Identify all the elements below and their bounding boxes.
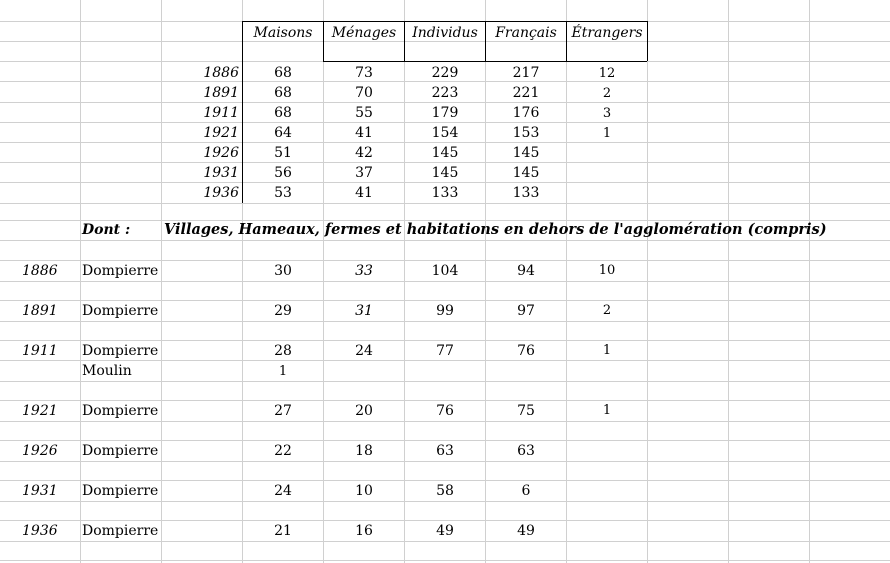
detail-year: 1931 bbox=[22, 483, 58, 499]
summary-francais: 153 bbox=[512, 125, 540, 141]
detail-place: Dompierre bbox=[82, 443, 159, 459]
summary-maisons: 68 bbox=[274, 85, 292, 101]
summary-maisons: 68 bbox=[274, 105, 292, 121]
detail-maisons: 1 bbox=[278, 364, 288, 379]
section-title: Villages, Hameaux, fermes et habitations en dehors de l'agglomération (compris) bbox=[164, 221, 827, 238]
summary-individus: 154 bbox=[431, 125, 459, 141]
detail-etrangers: 1 bbox=[602, 343, 612, 358]
header-maisons: Maisons bbox=[253, 25, 313, 41]
detail-menages: 20 bbox=[355, 403, 373, 419]
detail-maisons: 22 bbox=[274, 443, 292, 459]
row-gridline bbox=[0, 461, 890, 462]
detail-menages: 24 bbox=[355, 343, 373, 359]
summary-etrangers: 3 bbox=[602, 106, 612, 121]
summary-francais: 221 bbox=[512, 85, 540, 101]
detail-place: Dompierre bbox=[82, 263, 159, 279]
summary-etrangers: 2 bbox=[602, 86, 612, 101]
detail-francais: 75 bbox=[517, 403, 535, 419]
header-etrangers: Étrangers bbox=[571, 25, 643, 41]
maisons-border-left bbox=[242, 21, 243, 203]
row-gridline bbox=[0, 440, 890, 441]
summary-etrangers: 12 bbox=[598, 66, 616, 81]
summary-year: 1921 bbox=[203, 125, 239, 141]
detail-maisons: 24 bbox=[274, 483, 292, 499]
detail-menages: 16 bbox=[355, 523, 373, 539]
row-gridline bbox=[0, 381, 890, 382]
row-gridline bbox=[0, 360, 890, 361]
summary-year: 1936 bbox=[203, 185, 239, 201]
row-gridline bbox=[0, 81, 890, 82]
detail-individus: 58 bbox=[436, 483, 454, 499]
header-divider bbox=[485, 21, 486, 61]
summary-menages: 55 bbox=[355, 105, 373, 121]
header-border-bottom bbox=[323, 61, 647, 62]
detail-year: 1921 bbox=[22, 403, 58, 419]
detail-etrangers: 10 bbox=[598, 263, 616, 278]
detail-year: 1891 bbox=[22, 303, 58, 319]
detail-etrangers: 1 bbox=[602, 403, 612, 418]
row-gridline bbox=[0, 520, 890, 521]
summary-maisons: 56 bbox=[274, 165, 292, 181]
header-divider bbox=[404, 21, 405, 61]
header-border-top bbox=[242, 21, 647, 22]
detail-francais: 49 bbox=[517, 523, 535, 539]
detail-maisons: 30 bbox=[274, 263, 292, 279]
row-gridline bbox=[0, 260, 890, 261]
row-gridline bbox=[0, 421, 890, 422]
summary-individus: 223 bbox=[431, 85, 459, 101]
summary-francais: 217 bbox=[512, 65, 540, 81]
header-menages: Ménages bbox=[331, 25, 397, 41]
summary-maisons: 68 bbox=[274, 65, 292, 81]
detail-francais: 97 bbox=[517, 303, 535, 319]
detail-maisons: 28 bbox=[274, 343, 292, 359]
detail-place: Dompierre bbox=[82, 343, 159, 359]
summary-year: 1931 bbox=[203, 165, 239, 181]
row-gridline bbox=[0, 501, 890, 502]
detail-place: Dompierre bbox=[82, 403, 159, 419]
detail-year: 1886 bbox=[22, 263, 58, 279]
summary-etrangers: 1 bbox=[602, 126, 612, 141]
detail-menages: 10 bbox=[355, 483, 373, 499]
summary-year: 1891 bbox=[203, 85, 239, 101]
row-gridline bbox=[0, 480, 890, 481]
row-gridline bbox=[0, 102, 890, 103]
summary-maisons: 64 bbox=[274, 125, 292, 141]
row-gridline bbox=[0, 300, 890, 301]
detail-francais: 63 bbox=[517, 443, 535, 459]
summary-francais: 145 bbox=[512, 145, 540, 161]
detail-francais: 76 bbox=[517, 343, 535, 359]
summary-maisons: 51 bbox=[274, 145, 292, 161]
detail-francais: 94 bbox=[517, 263, 535, 279]
header-individus: Individus bbox=[412, 25, 478, 41]
summary-individus: 179 bbox=[431, 105, 459, 121]
summary-individus: 145 bbox=[431, 145, 459, 161]
summary-individus: 229 bbox=[431, 65, 459, 81]
header-francais: Français bbox=[495, 25, 557, 41]
row-gridline bbox=[0, 340, 890, 341]
row-gridline bbox=[0, 400, 890, 401]
detail-place: Dompierre bbox=[82, 483, 159, 499]
summary-francais: 176 bbox=[512, 105, 540, 121]
row-gridline bbox=[0, 541, 890, 542]
header-divider bbox=[566, 21, 567, 61]
detail-menages: 33 bbox=[355, 263, 373, 279]
dont-label: Dont : bbox=[82, 222, 131, 238]
row-gridline bbox=[0, 321, 890, 322]
summary-menages: 37 bbox=[355, 165, 373, 181]
summary-year: 1911 bbox=[203, 105, 239, 121]
detail-individus: 76 bbox=[436, 403, 454, 419]
detail-individus: 104 bbox=[431, 263, 459, 279]
detail-menages: 31 bbox=[355, 303, 373, 319]
detail-individus: 77 bbox=[436, 343, 454, 359]
detail-year: 1911 bbox=[22, 343, 58, 359]
detail-maisons: 29 bbox=[274, 303, 292, 319]
row-gridline bbox=[0, 41, 890, 42]
summary-individus: 145 bbox=[431, 165, 459, 181]
detail-individus: 99 bbox=[436, 303, 454, 319]
summary-francais: 133 bbox=[512, 185, 540, 201]
detail-place: Dompierre bbox=[82, 523, 159, 539]
detail-place: Dompierre bbox=[82, 303, 159, 319]
row-gridline bbox=[0, 122, 890, 123]
detail-individus: 49 bbox=[436, 523, 454, 539]
row-gridline bbox=[0, 203, 890, 204]
header-border-right bbox=[647, 21, 648, 61]
summary-menages: 41 bbox=[355, 185, 373, 201]
row-gridline bbox=[0, 560, 890, 561]
summary-maisons: 53 bbox=[274, 185, 292, 201]
row-gridline bbox=[0, 182, 890, 183]
detail-maisons: 27 bbox=[274, 403, 292, 419]
detail-place: Moulin bbox=[82, 363, 132, 379]
summary-individus: 133 bbox=[431, 185, 459, 201]
row-gridline bbox=[0, 162, 890, 163]
summary-year: 1886 bbox=[203, 65, 239, 81]
summary-menages: 42 bbox=[355, 145, 373, 161]
row-gridline bbox=[0, 281, 890, 282]
summary-year: 1926 bbox=[203, 145, 239, 161]
detail-year: 1926 bbox=[22, 443, 58, 459]
detail-maisons: 21 bbox=[274, 523, 292, 539]
detail-francais: 6 bbox=[521, 483, 531, 499]
row-gridline bbox=[0, 240, 890, 241]
summary-francais: 145 bbox=[512, 165, 540, 181]
detail-year: 1936 bbox=[22, 523, 58, 539]
detail-etrangers: 2 bbox=[602, 303, 612, 318]
detail-menages: 18 bbox=[355, 443, 373, 459]
row-gridline bbox=[0, 142, 890, 143]
summary-menages: 73 bbox=[355, 65, 373, 81]
summary-menages: 70 bbox=[355, 85, 373, 101]
summary-menages: 41 bbox=[355, 125, 373, 141]
detail-individus: 63 bbox=[436, 443, 454, 459]
header-divider bbox=[323, 21, 324, 61]
